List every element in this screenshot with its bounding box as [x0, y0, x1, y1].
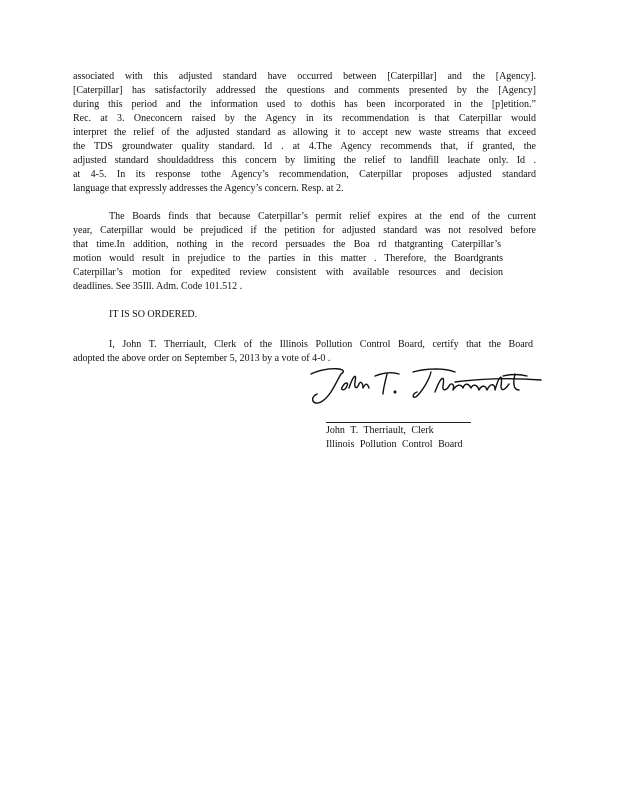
text-line: Rec. at 3. Oneconcern raised by the Agency in its recommendation is that Caterpillar would	[73, 113, 536, 124]
signer-org: Illinois Pollution Control Board	[326, 439, 463, 450]
text-line: associated with this adjusted standard have occurred between [Caterpillar] and the [Agency].	[73, 71, 536, 82]
text-line: [Caterpillar] has satisfactorily addressed the questions and comments presented by the [Agency]	[73, 85, 536, 96]
signer-name: John T. Therriault, Clerk	[326, 425, 434, 436]
signature-image	[305, 362, 545, 410]
text-line: year, Caterpillar would be prejudiced if the petition for adjusted standard was not resolved before	[73, 225, 536, 236]
text-line: the TDS groundwater quality standard. Id . at 4.The Agency recommends that, if granted, the	[73, 141, 536, 152]
text-line: The Boards finds that because Caterpillar’s permit relief expires at the end of the current	[109, 211, 536, 222]
text-line: that time.In addition, nothing in the record persuades the Boa rd thatgranting Caterpillar’s	[73, 239, 501, 250]
text-line: deadlines. See 35Ill. Adm. Code 101.512 .	[73, 281, 243, 292]
text-line: during this period and the information used to dothis has been incorporated in the [p]etition.”	[73, 99, 536, 110]
text-line: at 4-5. In its response tothe Agency’s recommendation, Caterpillar proposes adjusted standard	[73, 169, 536, 180]
text-line: Caterpillar’s motion for expedited review consistent with available resources and decision	[73, 267, 503, 278]
signature-block	[326, 424, 463, 452]
text-line: interpret the relief of the adjusted standard as allowing it to accept new waste streams that exceed	[73, 127, 536, 138]
text-line: adopted the above order on September 5, 2013 by a vote of 4-0 .	[73, 353, 331, 364]
text-line: motion would result in prejudice to the parties in this matter . Therefore, the Boardgrants	[73, 253, 503, 264]
text-line: language that expressly addresses the Agency’s concern. Resp. at 2.	[73, 183, 344, 194]
signature-line	[326, 422, 471, 423]
order-statement: IT IS SO ORDERED.	[109, 309, 198, 320]
text-line: adjusted standard shouldaddress this concern by limiting the relief to landfill leachate only. Id .	[73, 155, 536, 166]
text-line: I, John T. Therriault, Clerk of the Illinois Pollution Control Board, certify that the Board	[109, 339, 533, 350]
